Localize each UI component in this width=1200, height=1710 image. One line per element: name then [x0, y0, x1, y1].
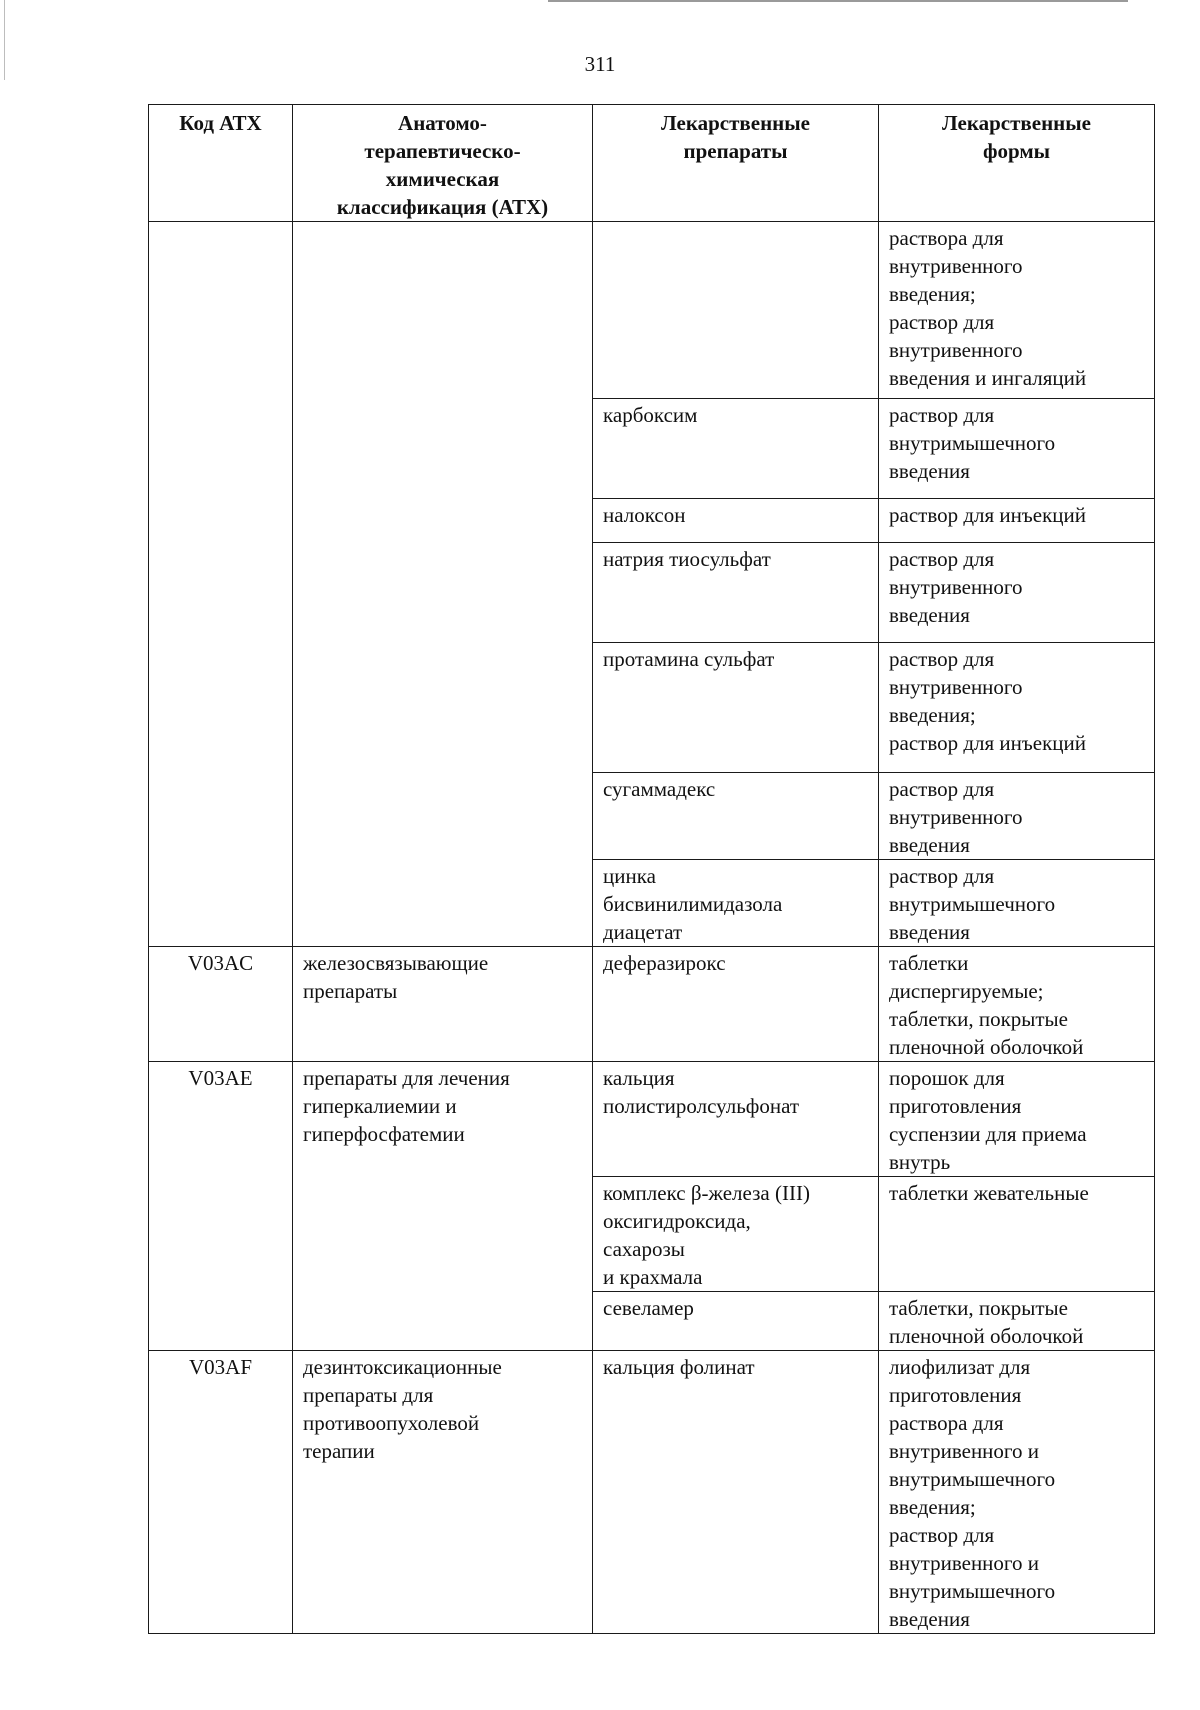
form-line: введения	[889, 459, 970, 483]
form-line: раствор для	[889, 864, 995, 888]
form-line: раствор для инъекций	[889, 503, 1086, 527]
table-row	[149, 1062, 1155, 1177]
form-line: введения;	[889, 703, 976, 727]
form-line: внутривенного	[889, 254, 1023, 278]
form-line: пленочной оболочкой	[889, 1324, 1084, 1348]
form-line: раствор для	[889, 1523, 995, 1547]
atx-code: V03AF	[188, 1355, 252, 1379]
form-line: введения	[889, 920, 970, 944]
atx-table	[148, 104, 1155, 1634]
form-line: раствор для	[889, 647, 995, 671]
drug-line: натрия тиосульфат	[603, 547, 771, 571]
cell-drug	[593, 1292, 879, 1351]
cell-classification	[293, 1351, 593, 1634]
header-line: Лекарственные	[942, 111, 1091, 135]
form-line: раствор для	[889, 310, 995, 334]
header-drugs	[593, 105, 879, 222]
form-line: таблетки жевательные	[889, 1181, 1089, 1205]
form-line: таблетки, покрытые	[889, 1296, 1068, 1320]
header-line: химическая	[385, 167, 500, 191]
header-line: терапевтическо-	[364, 139, 521, 163]
header-forms	[879, 105, 1155, 222]
cell-drug	[593, 773, 879, 860]
form-line: раствор для	[889, 777, 995, 801]
cell-code	[149, 947, 293, 1062]
form-line: раствор для	[889, 547, 995, 571]
drug-line: налоксон	[603, 503, 686, 527]
class-line: железосвязывающие	[303, 951, 489, 975]
form-line: раствора для	[889, 1411, 1004, 1435]
cell-drug	[593, 222, 879, 399]
cell-forms	[879, 499, 1155, 543]
drug-line: диацетат	[603, 920, 683, 944]
form-line: таблетки, покрытые	[889, 1007, 1068, 1031]
form-line: суспензии для приема	[889, 1122, 1087, 1146]
drug-line: бисвинилимидазола	[603, 892, 783, 916]
class-line: препараты	[303, 979, 398, 1003]
cell-code	[149, 1062, 293, 1351]
form-line: внутривенного	[889, 338, 1023, 362]
class-line: гиперкалиемии и	[303, 1094, 457, 1118]
form-line: внутримышечного	[889, 1467, 1056, 1491]
atx-code: V03AC	[187, 951, 254, 975]
form-line: введения;	[889, 1495, 976, 1519]
form-line: раствор для	[889, 403, 995, 427]
cell-forms	[879, 773, 1155, 860]
cell-forms	[879, 947, 1155, 1062]
cell-code	[149, 222, 293, 947]
form-line: приготовления	[889, 1094, 1022, 1118]
drug-line: карбоксим	[603, 403, 698, 427]
form-line: порошок для	[889, 1066, 1005, 1090]
drug-line: кальция	[603, 1066, 675, 1090]
cell-forms	[879, 1292, 1155, 1351]
form-line: введения	[889, 603, 970, 627]
form-line: раствора для	[889, 226, 1004, 250]
form-line: введения	[889, 1607, 970, 1631]
cell-forms	[879, 1351, 1155, 1634]
cell-code	[149, 1351, 293, 1634]
cell-drug	[593, 947, 879, 1062]
table-header-row	[149, 105, 1155, 222]
cell-drug	[593, 1062, 879, 1177]
drug-line: полистиролсульфонат	[603, 1094, 800, 1118]
cell-forms	[879, 222, 1155, 399]
drug-line: кальция фолинат	[603, 1355, 755, 1379]
header-line: формы	[982, 139, 1051, 163]
header-classification	[293, 105, 593, 222]
drug-line: севеламер	[603, 1296, 694, 1320]
form-line: введения;	[889, 282, 976, 306]
form-line: приготовления	[889, 1383, 1022, 1407]
header-line: препараты	[683, 139, 788, 163]
class-line: препараты для	[303, 1383, 434, 1407]
header-line: Код АТХ	[179, 111, 262, 135]
cell-drug	[593, 499, 879, 543]
form-line: диспергируемые;	[889, 979, 1044, 1003]
page-number: 311	[584, 52, 616, 76]
form-line: лиофилизат для	[889, 1355, 1031, 1379]
drug-line: сугаммадекс	[603, 777, 716, 801]
form-line: внутримышечного	[889, 892, 1056, 916]
class-line: противоопухолевой	[303, 1411, 480, 1435]
scan-edge-line	[548, 0, 1128, 2]
form-line: внутривенного	[889, 805, 1023, 829]
drug-line: деферазирокс	[603, 951, 726, 975]
drug-line: и крахмала	[603, 1265, 703, 1289]
form-line: внутримышечного	[889, 431, 1056, 455]
cell-forms	[879, 860, 1155, 947]
form-line: таблетки	[889, 951, 969, 975]
table-row	[149, 1351, 1155, 1634]
cell-forms	[879, 643, 1155, 773]
scan-edge-line	[4, 0, 5, 80]
form-line: внутривенного	[889, 675, 1023, 699]
drug-line: оксигидроксида,	[603, 1209, 751, 1233]
form-line: введения и ингаляций	[889, 366, 1087, 390]
cell-classification	[293, 222, 593, 947]
cell-drug	[593, 1351, 879, 1634]
cell-classification	[293, 1062, 593, 1351]
form-line: внутривенного и	[889, 1551, 1039, 1575]
cell-drug	[593, 399, 879, 499]
table-row	[149, 947, 1155, 1062]
header-line: классификация (АТХ)	[336, 195, 549, 219]
header-line: Анатомо-	[398, 111, 487, 135]
cell-drug	[593, 643, 879, 773]
class-line: терапии	[303, 1439, 375, 1463]
drug-line: протамина сульфат	[603, 647, 775, 671]
drug-line: цинка	[603, 864, 656, 888]
form-line: внутримышечного	[889, 1579, 1056, 1603]
form-line: пленочной оболочкой	[889, 1035, 1084, 1059]
cell-forms	[879, 1062, 1155, 1177]
table-row	[149, 222, 1155, 399]
form-line: внутрь	[889, 1150, 951, 1174]
cell-drug	[593, 860, 879, 947]
form-line: раствор для инъекций	[889, 731, 1086, 755]
drug-line: комплекс β-железа (III)	[603, 1181, 810, 1205]
class-line: гиперфосфатемии	[303, 1122, 465, 1146]
header-code	[149, 105, 293, 222]
cell-forms	[879, 1177, 1155, 1292]
cell-drug	[593, 543, 879, 643]
cell-classification	[293, 947, 593, 1062]
class-line: препараты для лечения	[303, 1066, 510, 1090]
cell-drug	[593, 1177, 879, 1292]
atx-code: V03AE	[188, 1066, 253, 1090]
form-line: внутривенного и	[889, 1439, 1039, 1463]
form-line: внутривенного	[889, 575, 1023, 599]
class-line: дезинтоксикационные	[303, 1355, 502, 1379]
form-line: введения	[889, 833, 970, 857]
header-line: Лекарственные	[661, 111, 810, 135]
cell-forms	[879, 543, 1155, 643]
cell-forms	[879, 399, 1155, 499]
drug-line: сахарозы	[603, 1237, 685, 1261]
